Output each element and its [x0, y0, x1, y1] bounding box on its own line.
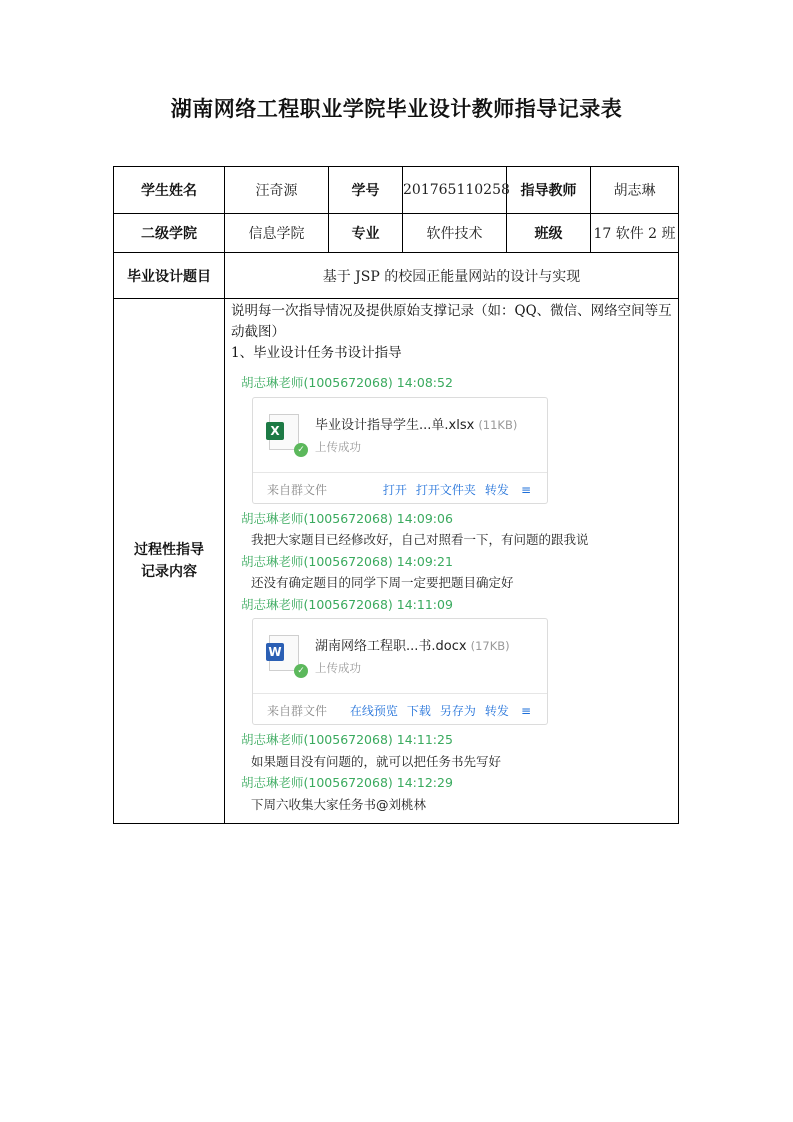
chat-sender: 胡志琳老师(1005672068) 14:08:52 [241, 375, 453, 390]
advisor-label: 指导教师 [507, 167, 591, 214]
upload-status: 上传成功 [315, 661, 361, 675]
chat-message: 如果题目没有问题的，就可以把任务书先写好 [251, 753, 502, 769]
word-badge: W [266, 643, 284, 661]
file-name[interactable] [315, 414, 517, 433]
upload-status: 上传成功 [315, 439, 361, 454]
major-value: 软件技术 [403, 214, 507, 253]
section-heading: 1、毕业设计任务书设计指导 [231, 345, 402, 361]
open-button[interactable]: 打开 [382, 482, 407, 497]
file-name-text[interactable]: 湖南网络工程职...书.docx [315, 639, 467, 654]
row-college-info [114, 214, 679, 253]
class-value: 17 软件 2 班 [591, 214, 679, 253]
chat-sender: 胡志琳老师(1005672068) 14:09:06 [241, 510, 453, 526]
process-label-line2: 记录内容 [141, 564, 197, 580]
file-source: 来自群文件 [267, 482, 328, 497]
student-name-label: 学生姓名 [114, 167, 225, 214]
student-id-value: 201765110258 [403, 167, 507, 214]
file-card-header [253, 619, 547, 694]
college-value: 信息学院 [225, 214, 329, 253]
chat-message: 我把大家题目已经修改好，自己对照看一下，有问题的跟我说 [251, 532, 589, 547]
file-card-footer [253, 694, 547, 724]
project-title-label: 毕业设计题目 [114, 253, 225, 299]
process-label [114, 299, 225, 824]
page-title: 湖南网络工程职业学院毕业设计教师指导记录表 [170, 97, 623, 121]
file-actions [374, 481, 531, 498]
file-name-text[interactable]: 毕业设计指导学生...单.xlsx [315, 417, 475, 433]
preview-button[interactable]: 在线预览 [349, 704, 398, 718]
student-name-value: 汪奇源 [225, 167, 329, 214]
college-label: 二级学院 [114, 214, 225, 253]
chat-sender: 胡志琳老师(1005672068) 14:11:09 [241, 596, 453, 612]
student-id-label: 学号 [329, 167, 403, 214]
menu-icon[interactable]: ≡ [520, 482, 531, 497]
instruction-text: 说明每一次指导情况及提供原始支撑记录（如：QQ、微信、网络空间等互动截图） [231, 303, 672, 340]
file-size: (11KB) [478, 417, 518, 432]
file-card-header [253, 398, 547, 473]
chat-sender: 胡志琳老师(1005672068) 14:12:29 [241, 775, 453, 790]
chat-sender: 胡志琳老师(1005672068) 14:11:25 [241, 732, 453, 747]
chat-sender: 胡志琳老师(1005672068) 14:09:21 [241, 553, 453, 569]
upload-success-icon: ✓ [294, 443, 308, 457]
process-label-line1: 过程性指导 [134, 542, 204, 558]
file-actions [341, 702, 531, 719]
file-card-docx[interactable] [252, 618, 548, 725]
guidance-record-table [113, 166, 679, 824]
file-name[interactable] [315, 635, 510, 654]
file-card-xlsx[interactable] [252, 397, 548, 504]
upload-success-icon: ✓ [294, 664, 308, 678]
file-size: (17KB) [470, 639, 510, 653]
file-card-footer [253, 473, 547, 503]
forward-button[interactable]: 转发 [484, 704, 509, 718]
row-project-title [114, 253, 679, 299]
project-title-value: 基于 JSP 的校园正能量网站的设计与实现 [225, 253, 679, 299]
chat-message: 下周六收集大家任务书@刘桃林 [251, 796, 427, 812]
menu-icon[interactable]: ≡ [520, 704, 531, 718]
row-student-info [114, 167, 679, 214]
excel-file-icon [269, 414, 305, 455]
open-folder-button[interactable]: 打开文件夹 [415, 482, 476, 497]
save-as-button[interactable]: 另存为 [439, 704, 476, 718]
file-source: 来自群文件 [267, 704, 328, 718]
class-label: 班级 [507, 214, 591, 253]
word-file-icon [268, 635, 305, 676]
excel-badge: X [266, 422, 284, 440]
chat-message: 还没有确定题目的同学下周一定要把题目确定好 [251, 575, 514, 590]
forward-button[interactable]: 转发 [484, 482, 509, 497]
download-button[interactable]: 下载 [406, 704, 431, 718]
process-content [225, 299, 679, 824]
advisor-value: 胡志琳 [591, 167, 679, 214]
row-process-record [114, 299, 679, 824]
major-label: 专业 [329, 214, 403, 253]
